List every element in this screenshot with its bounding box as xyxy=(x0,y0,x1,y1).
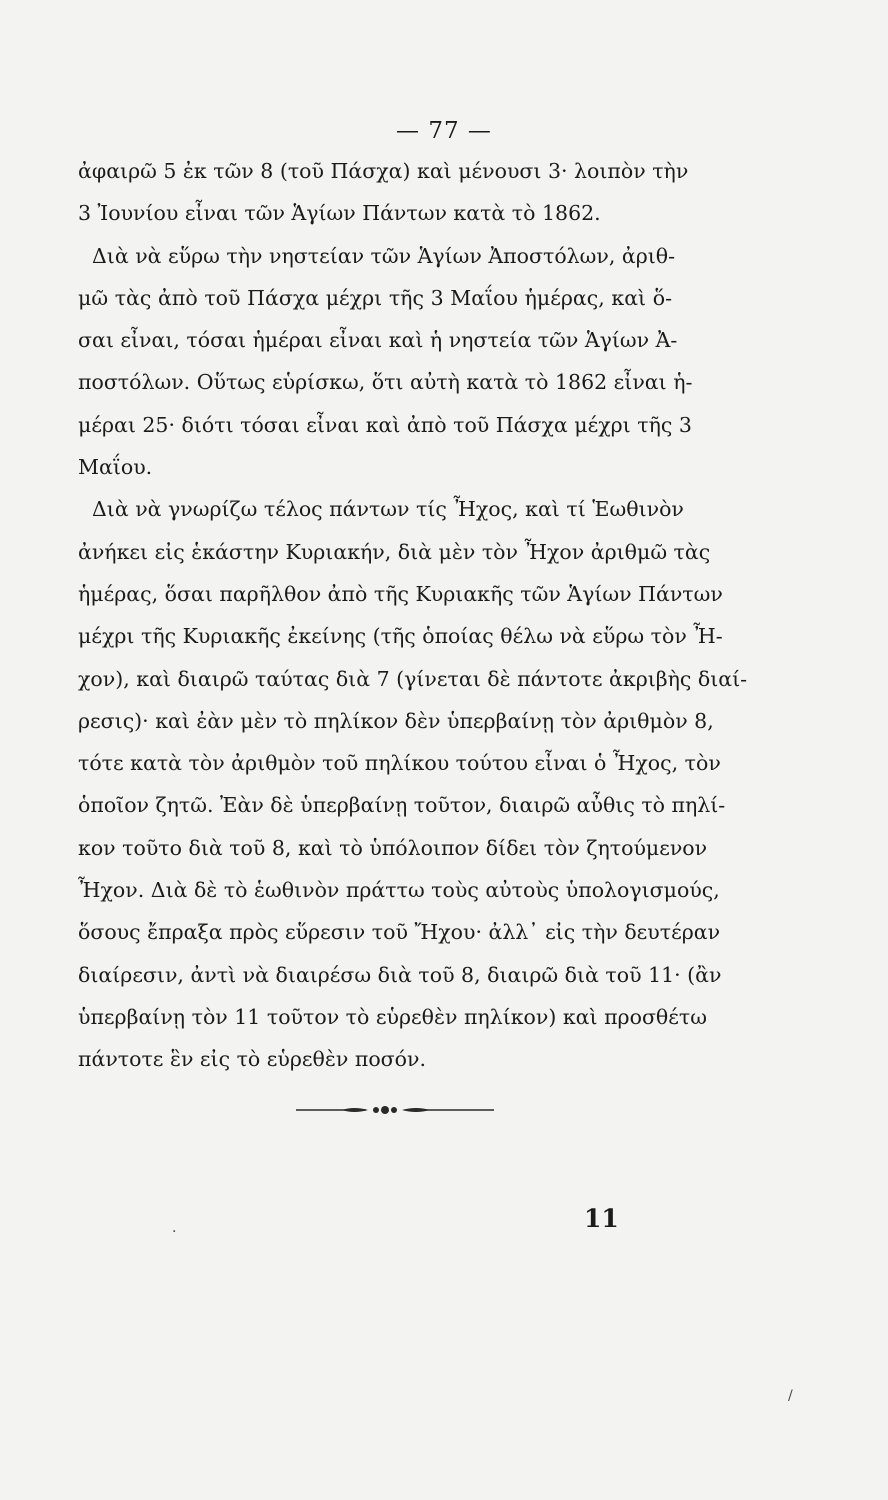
text-line: σαι εἶναι, τόσαι ἡμέραι εἶναι καὶ ἡ νηστεία τῶν Ἁγίων Ἀ- xyxy=(78,328,678,353)
text-line: Ἦχον. Διὰ δὲ τὸ ἑωθινὸν πράττω τοὺς αὐτοὺς ὑπολογισμούς, xyxy=(78,878,720,903)
text-line: ἡμέρας, ὅσαι παρῆλθον ἀπὸ τῆς Κυριακῆς τῶν Ἁγίων Πάντων xyxy=(78,581,723,606)
text-line: Διὰ νὰ εὕρω τὴν νηστείαν τῶν Ἁγίων Ἀποστόλων, ἀριθ- xyxy=(92,243,676,268)
text-line: Μαΐου. xyxy=(78,455,153,480)
text-line: χον), καὶ διαιρῶ ταύτας διὰ 7 (γίνεται δὲ πάντοτε ἀκριβὴς διαί- xyxy=(78,666,748,691)
text-line: μέχρι τῆς Κυριακῆς ἐκείνης (τῆς ὁποίας θέλω νὰ εὕρω τὸν Ἦ- xyxy=(78,624,723,649)
text-line: μέραι 25· διότι τόσαι εἶναι καὶ ἀπὸ τοῦ Πάσχα μέχρι τῆς 3 xyxy=(78,412,692,437)
text-line: μῶ τὰς ἀπὸ τοῦ Πάσχα μέχρι τῆς 3 Μαΐου ἡμέρας, καὶ ὅ- xyxy=(78,285,672,310)
text-line: ποστόλων. Οὕτως εὑρίσκω, ὅτι αὐτὴ κατὰ τὸ 1862 εἶναι ἡ- xyxy=(78,370,693,395)
text-line: πάντοτε ἓν εἰς τὸ εὑρεθὲν ποσόν. xyxy=(78,1047,426,1072)
text-line: ρεσις)· καὶ ἐὰν μὲν τὸ πηλίκον δὲν ὑπερβαίνῃ τὸν ἀριθμὸν 8, xyxy=(78,708,714,733)
text-line: Διὰ νὰ γνωρίζω τέλος πάντων τίς Ἦχος, καὶ τί Ἑωθινὸν xyxy=(92,497,684,522)
text-line: ὑπερβαίνῃ τὸν 11 τοῦτον τὸ εὑρεθὲν πηλίκον) καὶ προσθέτω xyxy=(78,1004,707,1029)
paper-speck: / xyxy=(788,1388,793,1404)
text-line: ὁποῖον ζητῶ. Ἐὰν δὲ ὑπερβαίνῃ τοῦτον, διαιρῶ αὖθις τὸ πηλί- xyxy=(78,793,726,818)
text-line: ὅσους ἔπραξα πρὸς εὕρεσιν τοῦ Ἤχου· ἀλλ᾽ εἰς τὴν δευτέραν xyxy=(78,920,721,945)
text-line: τότε κατὰ τὸν ἀριθμὸν τοῦ πηλίκου τούτου εἶναι ὁ Ἦχος, τὸν xyxy=(78,751,721,776)
text-line: διαίρεσιν, ἀντὶ νὰ διαιρέσω διὰ τοῦ 8, διαιρῶ διὰ τοῦ 11· (ἂν xyxy=(78,962,722,987)
paper-speck: . xyxy=(172,1220,177,1236)
text-line: κον τοῦτο διὰ τοῦ 8, καὶ τὸ ὑπόλοιπον δίδει τὸν ζητούμενον xyxy=(78,835,708,860)
body-text xyxy=(78,150,748,1081)
text-line: ἀνήκει εἰς ἑκάστην Κυριακήν, διὰ μὲν τὸν Ἦχον ἀριθμῶ τὰς xyxy=(78,539,711,564)
text-line: 3 Ἰουνίου εἶναι τῶν Ἁγίων Πάντων κατὰ τὸ 1862. xyxy=(78,201,601,226)
signature-mark: 11 xyxy=(584,1204,619,1233)
ornament-divider xyxy=(296,1100,494,1120)
text-line: ἀφαιρῶ 5 ἐκ τῶν 8 (τοῦ Πάσχα) καὶ μένουσι 3· λοιπὸν τὴν xyxy=(78,159,689,183)
page-number: — 77 — xyxy=(396,118,492,144)
